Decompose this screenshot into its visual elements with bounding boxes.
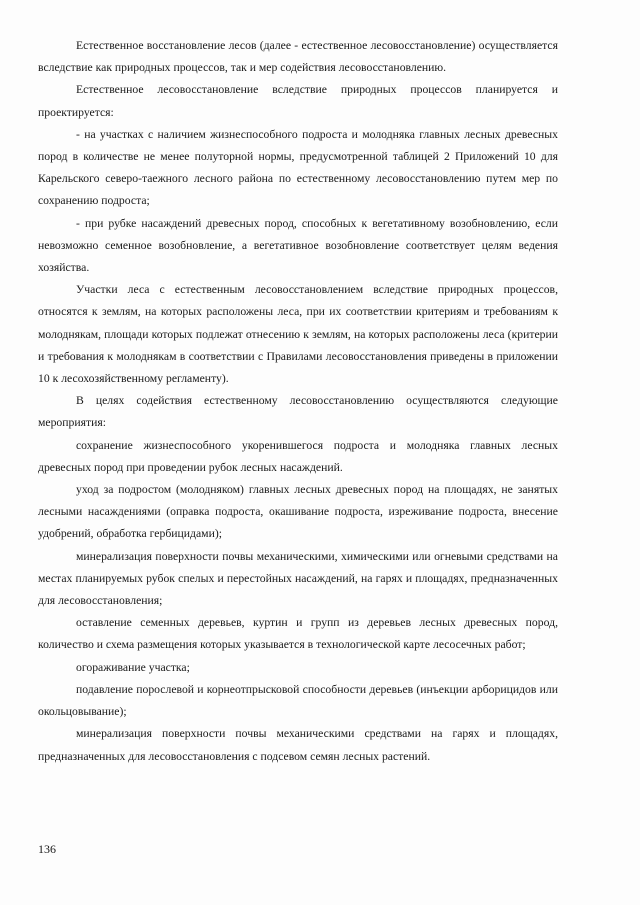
page-number: 136 xyxy=(38,842,56,856)
list-item: минерализация поверхности почвы механическими, химическими или огневыми средствами на местах планируемых рубок спелых и перестойных насаждений, на гарях и площадях, предназначенных для лесовосстановления; xyxy=(38,549,558,608)
paragraph: Естественное лесовосстановление вследствие природных процессов планируется и проектируется: xyxy=(38,83,558,119)
list-item: подавление порослевой и корнеотпрысковой способности деревьев (инъекции арборицидов или окольцовывание); xyxy=(38,682,558,719)
paragraph: Естественное восстановление лесов (далее - естественное лесовосстановление) осуществляется вследствие как природных процессов, так и мер содействия лесовосстановлению. xyxy=(38,39,558,75)
body-text xyxy=(38,35,558,768)
list-item: - на участках с наличием жизнеспособного подроста и молодняка главных лесных древесных пород в количестве не менее полуторной нормы, предусмотренной таблицей 2 Приложений 10 для Карельского северо-таежного лесного района по естественному лесовосстановлению путем мер по сохранению подроста; xyxy=(38,127,558,208)
list-item: оставление семенных деревьев, куртин и групп из деревьев лесных древесных пород, количество и схема размещения которых указывается в технологической карте лесосечных работ; xyxy=(38,616,558,652)
paragraph: Участки леса с естественным лесовосстановлением вследствие природных процессов, относятся к землям, на которых расположены леса, при их соответствии критериям и требованиям к молоднякам, площади которых подлежат отнесению к землям, на которых расположены леса (критерии и требования к молоднякам в соответствии с Правилами лесовосстановления приведены в приложении 10 к лесохозяйственному регламенту). xyxy=(38,283,558,386)
list-item: - при рубке насаждений древесных пород, способных к вегетативному возобновлению, если невозможно семенное возобновление, а вегетативное возобновление соответствует целям ведения хозяйства. xyxy=(38,216,558,275)
list-item: минерализация поверхности почвы механическими средствами на гарях и площадях, предназначенных для лесовосстановления с подсевом семян лесных растений. xyxy=(38,727,558,763)
paragraph: В целях содействия естественному лесовосстановлению осуществляются следующие мероприятия: xyxy=(38,394,558,430)
list-item: уход за подростом (молодняком) главных лесных древесных пород на площадях, не занятых лесными насаждениями (оправка подроста, окашивание подроста, изреживание подроста, внесение удобрений, обработка гербицидами); xyxy=(38,483,558,541)
list-item: сохранение жизнеспособного укоренившегося подроста и молодняка главных лесных древесных пород при проведении рубок лесных насаждений. xyxy=(38,438,558,474)
list-item: огораживание участка; xyxy=(76,660,190,674)
